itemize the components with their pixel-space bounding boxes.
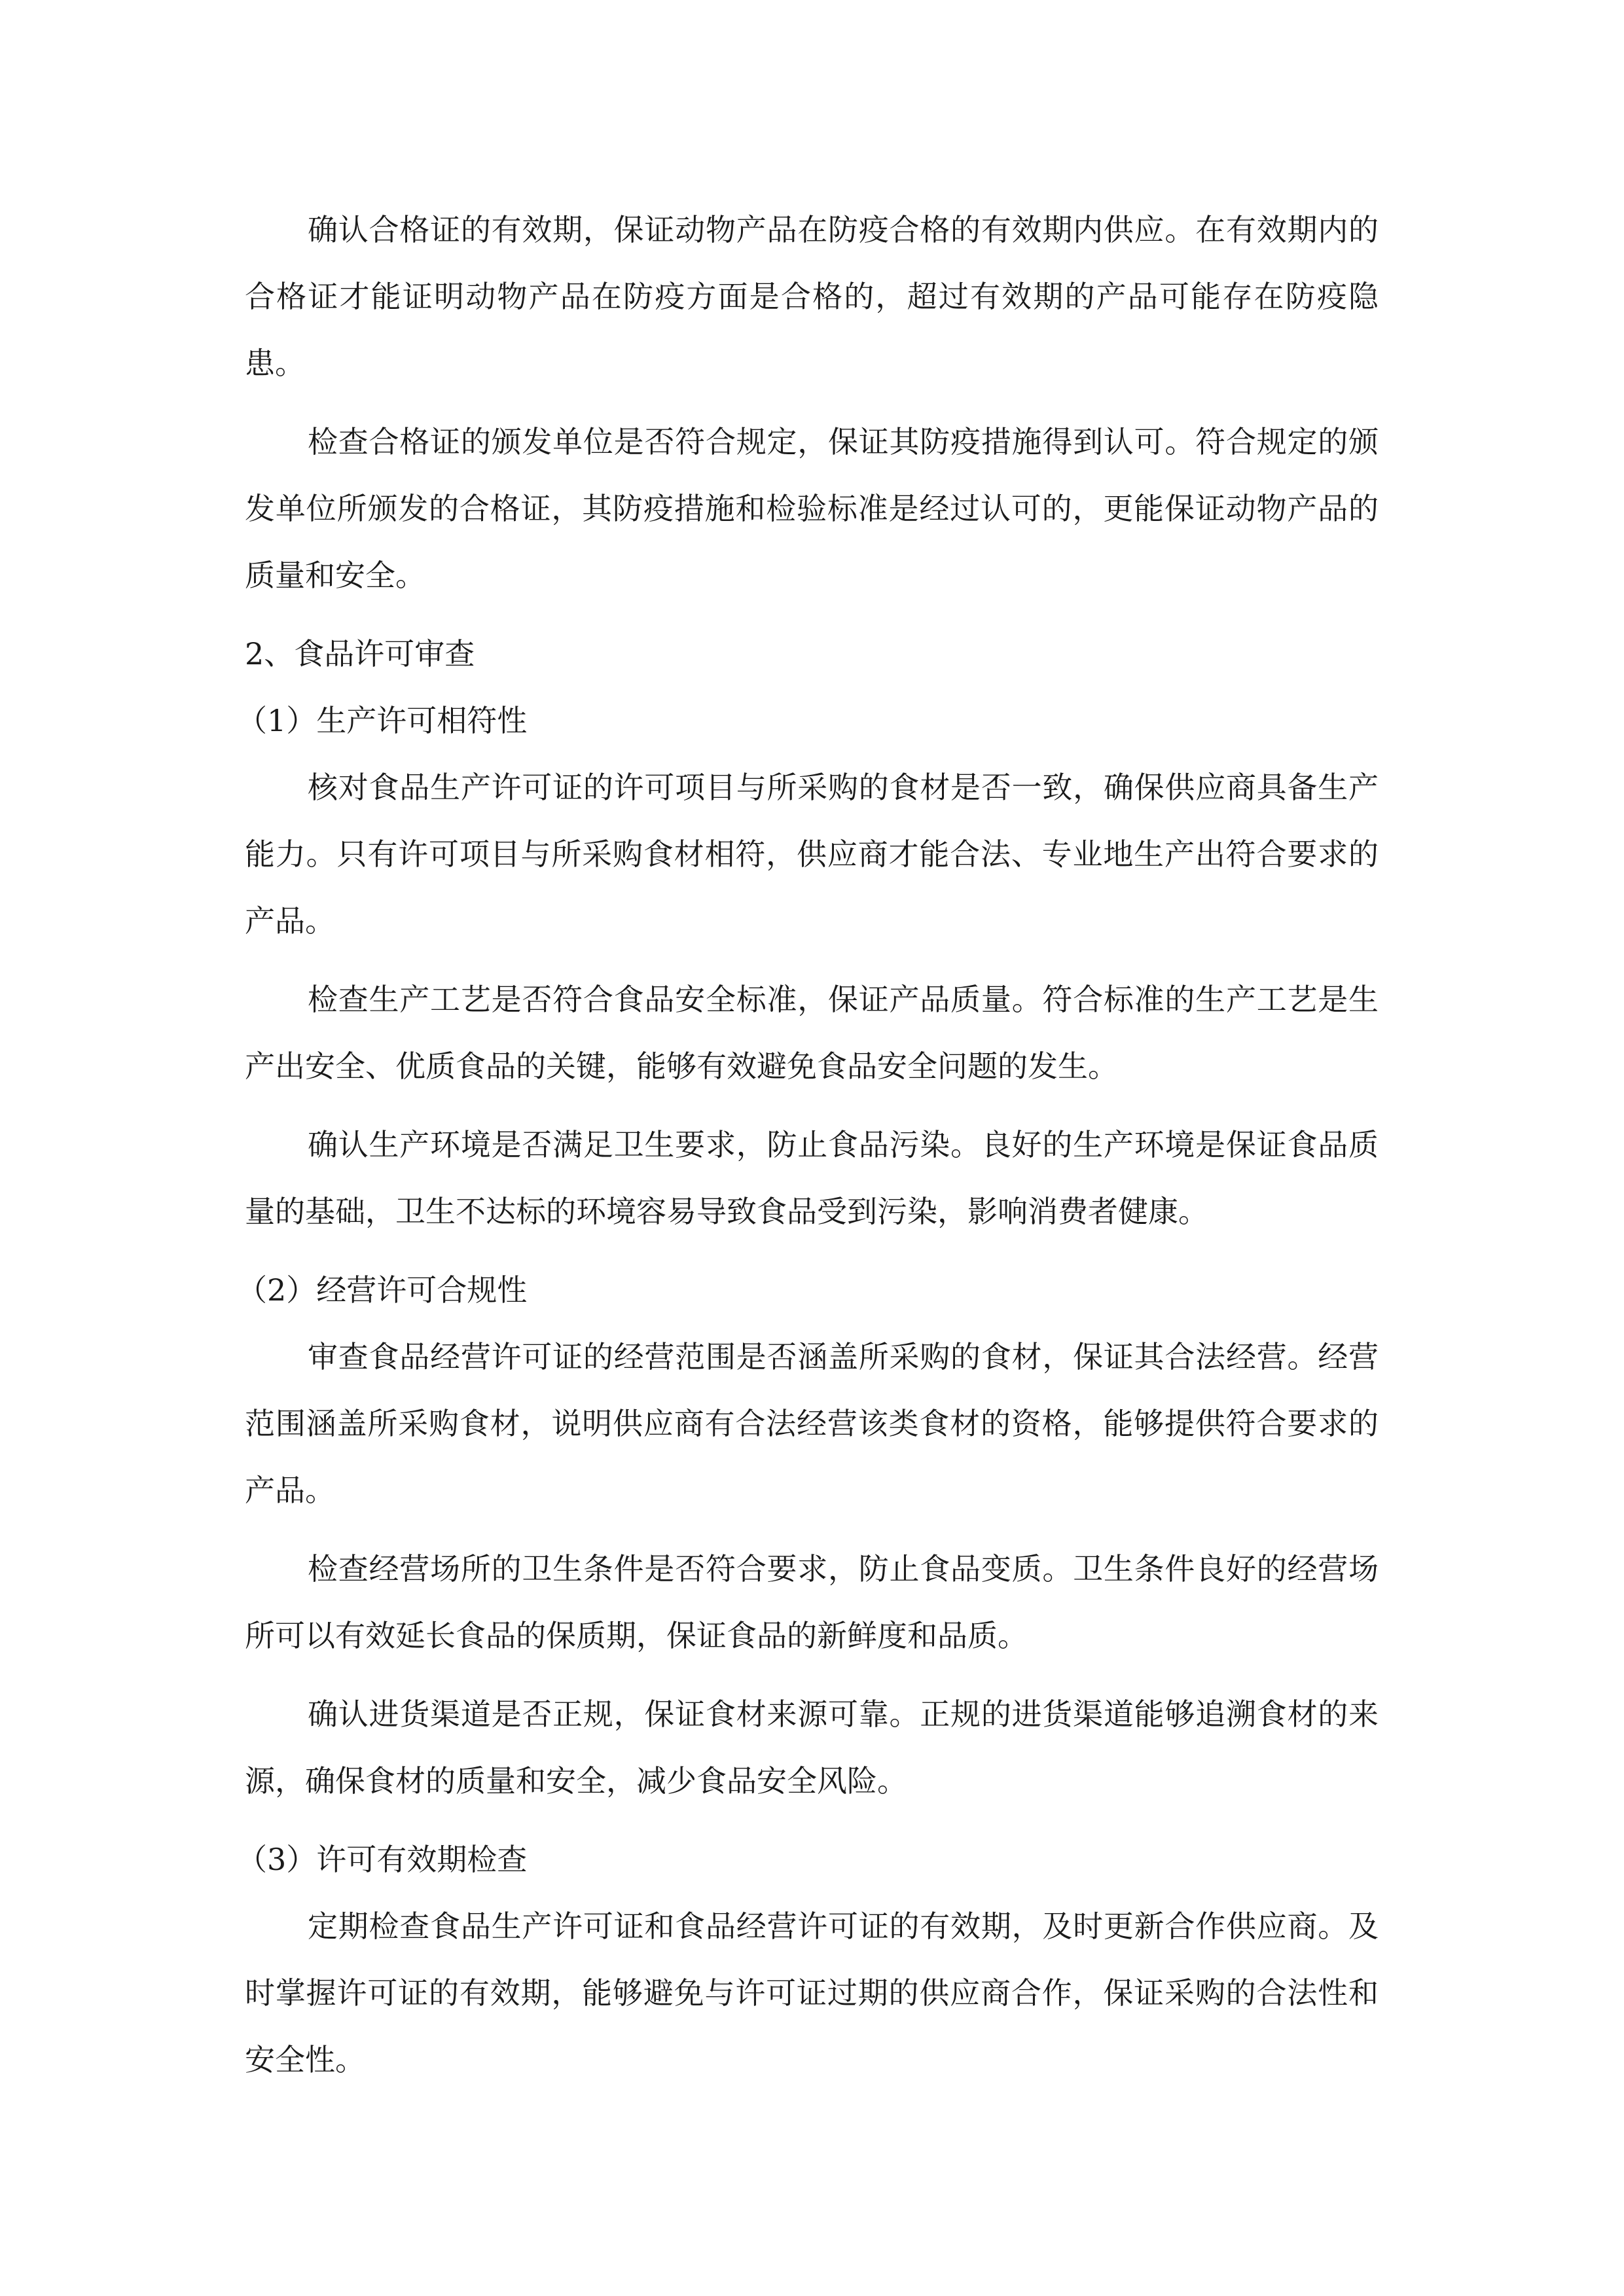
- paragraph-certificate-validity: 确认合格证的有效期，保证动物产品在防疫合格的有效期内供应。在有效期内的合格证才能证明动物产品在防疫方面是合格的，超过有效期的产品可能存在防疫隐患。: [245, 212, 1379, 381]
- paragraph-purchase-channel: 确认进货渠道是否正规，保证食材来源可靠。正规的进货渠道能够追溯食材的来源，确保食材的质量和安全，减少食品安全风险。: [245, 1696, 1379, 1799]
- paragraph-business-hygiene: 检查经营场所的卫生条件是否符合要求，防止食品变质。卫生条件良好的经营场所可以有效延长食品的保质期，保证食品的新鲜度和品质。: [245, 1551, 1379, 1653]
- section-heading-food-license-review: 2、食品许可审查: [245, 636, 475, 672]
- subheading-business-license: （2）经营许可合规性: [237, 1272, 528, 1308]
- paragraph-periodic-check: 定期检查食品生产许可证和食品经营许可证的有效期，及时更新合作供应商。及时掌握许可证的有效期，能够避免与许可证过期的供应商合作，保证采购的合法性和安全性。: [245, 1909, 1379, 2077]
- paragraph-issuing-authority: 检查合格证的颁发单位是否符合规定，保证其防疫措施得到认可。符合规定的颁发单位所颁发的合格证，其防疫措施和检验标准是经过认可的，更能保证动物产品的质量和安全。: [245, 424, 1379, 593]
- paragraph-business-scope: 审查食品经营许可证的经营范围是否涵盖所采购的食材，保证其合法经营。经营范围涵盖所采购食材，说明供应商有合法经营该类食材的资格，能够提供符合要求的产品。: [245, 1339, 1379, 1508]
- document-body: [237, 196, 1379, 2105]
- subheading-license-validity: （3）许可有效期检查: [237, 1842, 528, 1877]
- paragraph-production-environment: 确认生产环境是否满足卫生要求，防止食品污染。良好的生产环境是保证食品质量的基础，卫生不达标的环境容易导致食品受到污染，影响消费者健康。: [245, 1127, 1379, 1229]
- paragraph-production-process: 检查生产工艺是否符合食品安全标准，保证产品质量。符合标准的生产工艺是生产出安全、优质食品的关键，能够有效避免食品安全问题的发生。: [245, 982, 1379, 1084]
- subheading-production-license: （1）生产许可相符性: [237, 703, 528, 738]
- paragraph-license-items: 核对食品生产许可证的许可项目与所采购的食材是否一致，确保供应商具备生产能力。只有许可项目与所采购食材相符，供应商才能合法、专业地生产出符合要求的产品。: [245, 770, 1379, 939]
